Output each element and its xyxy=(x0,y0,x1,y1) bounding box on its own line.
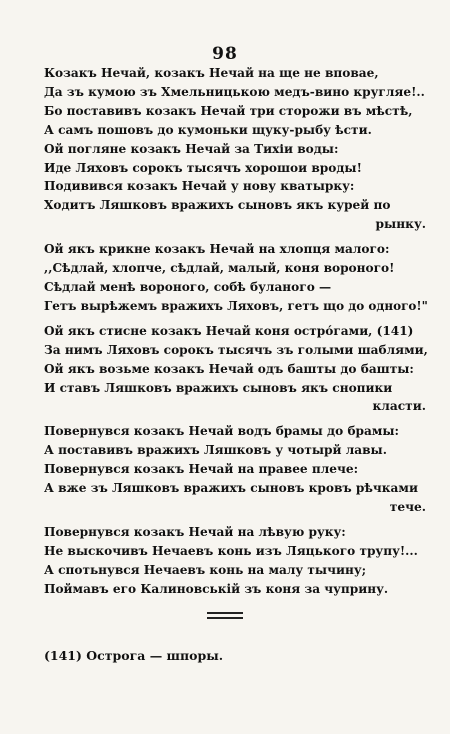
text-line: Повернувся козакъ Нечай на лѣвую руку: xyxy=(44,524,346,539)
text-line: Повернувся козакъ Нечай водъ брамы до брамы: xyxy=(44,424,400,439)
text-line: Ходитъ Ляшковъ вражихъ сыновъ якъ курей по xyxy=(44,198,391,213)
text-line: А самъ пошовъ до кумоньки щуку-рыбу ѣсти. xyxy=(44,122,372,137)
section-rule-bottom xyxy=(207,617,243,619)
text-line: А спотьнувся Нечаевъ конь на малу тычину; xyxy=(44,562,367,577)
text-line: Ой погляне козакъ Нечай за Тихіи воды: xyxy=(44,141,339,156)
text-line: Бо поставивъ козакъ Нечай три сторожи въ мѣстѣ, xyxy=(44,103,413,118)
page-number: 98 xyxy=(212,44,238,64)
text-line: тече. xyxy=(389,499,426,514)
poem-text xyxy=(44,64,430,598)
text-line: Иде Ляховъ сорокъ тысячъ хорошои вроды! xyxy=(44,160,362,175)
text-line: Сѣдлай менѣ вороного, собѣ буланого — xyxy=(44,279,332,294)
text-line: Гетъ вырѣжемъ вражихъ Ляховъ, гетъ що до одного!" xyxy=(44,298,428,313)
text-line: Да зъ кумою зъ Хмельницькою медъ-вино кругляе!.. xyxy=(44,84,425,99)
text-line: А поставивъ вражихъ Ляшковъ у чотырй лавы. xyxy=(44,443,387,458)
text-line: А вже зъ Ляшковъ вражихъ сыновъ кровъ рѣчками xyxy=(44,481,418,496)
text-line: Не выскочивъ Нечаевъ конь изъ Ляцького трупу!... xyxy=(44,543,418,558)
text-line: За нимъ Ляховъ сорокъ тысячъ зъ голыми шаблями, xyxy=(44,342,428,357)
text-line: рынку. xyxy=(375,217,426,232)
text-line: Поймавъ его Калиновськiй зъ коня за чуприну. xyxy=(44,581,389,596)
text-line: ,,Сѣдлай, хлопче, сѣдлай, малый, коня вороного! xyxy=(44,261,395,276)
text-line: Ой якъ стисне козакъ Нечай коня остро́гами, (141) xyxy=(44,323,414,338)
text-line: Козакъ Нечай, козакъ Нечай на ще не вповае, xyxy=(44,66,379,80)
text-line: класти. xyxy=(372,399,426,414)
text-line: Повернувся козакъ Нечай на правее плече: xyxy=(44,462,359,477)
text-line: Ой якъ крикне козакъ Нечай на хлопця малого: xyxy=(44,242,390,257)
text-line: Ой якъ возьме козакъ Нечай одъ башты до башты: xyxy=(44,361,414,376)
text-line: Подивився козакъ Нечай у нову кватырку: xyxy=(44,179,355,194)
text-line: И ставъ Ляшковъ вражихъ сыновъ якъ снопики xyxy=(44,380,393,395)
footnote: (141) Острога — шпоры. xyxy=(44,648,224,663)
section-rule-top xyxy=(207,612,243,614)
